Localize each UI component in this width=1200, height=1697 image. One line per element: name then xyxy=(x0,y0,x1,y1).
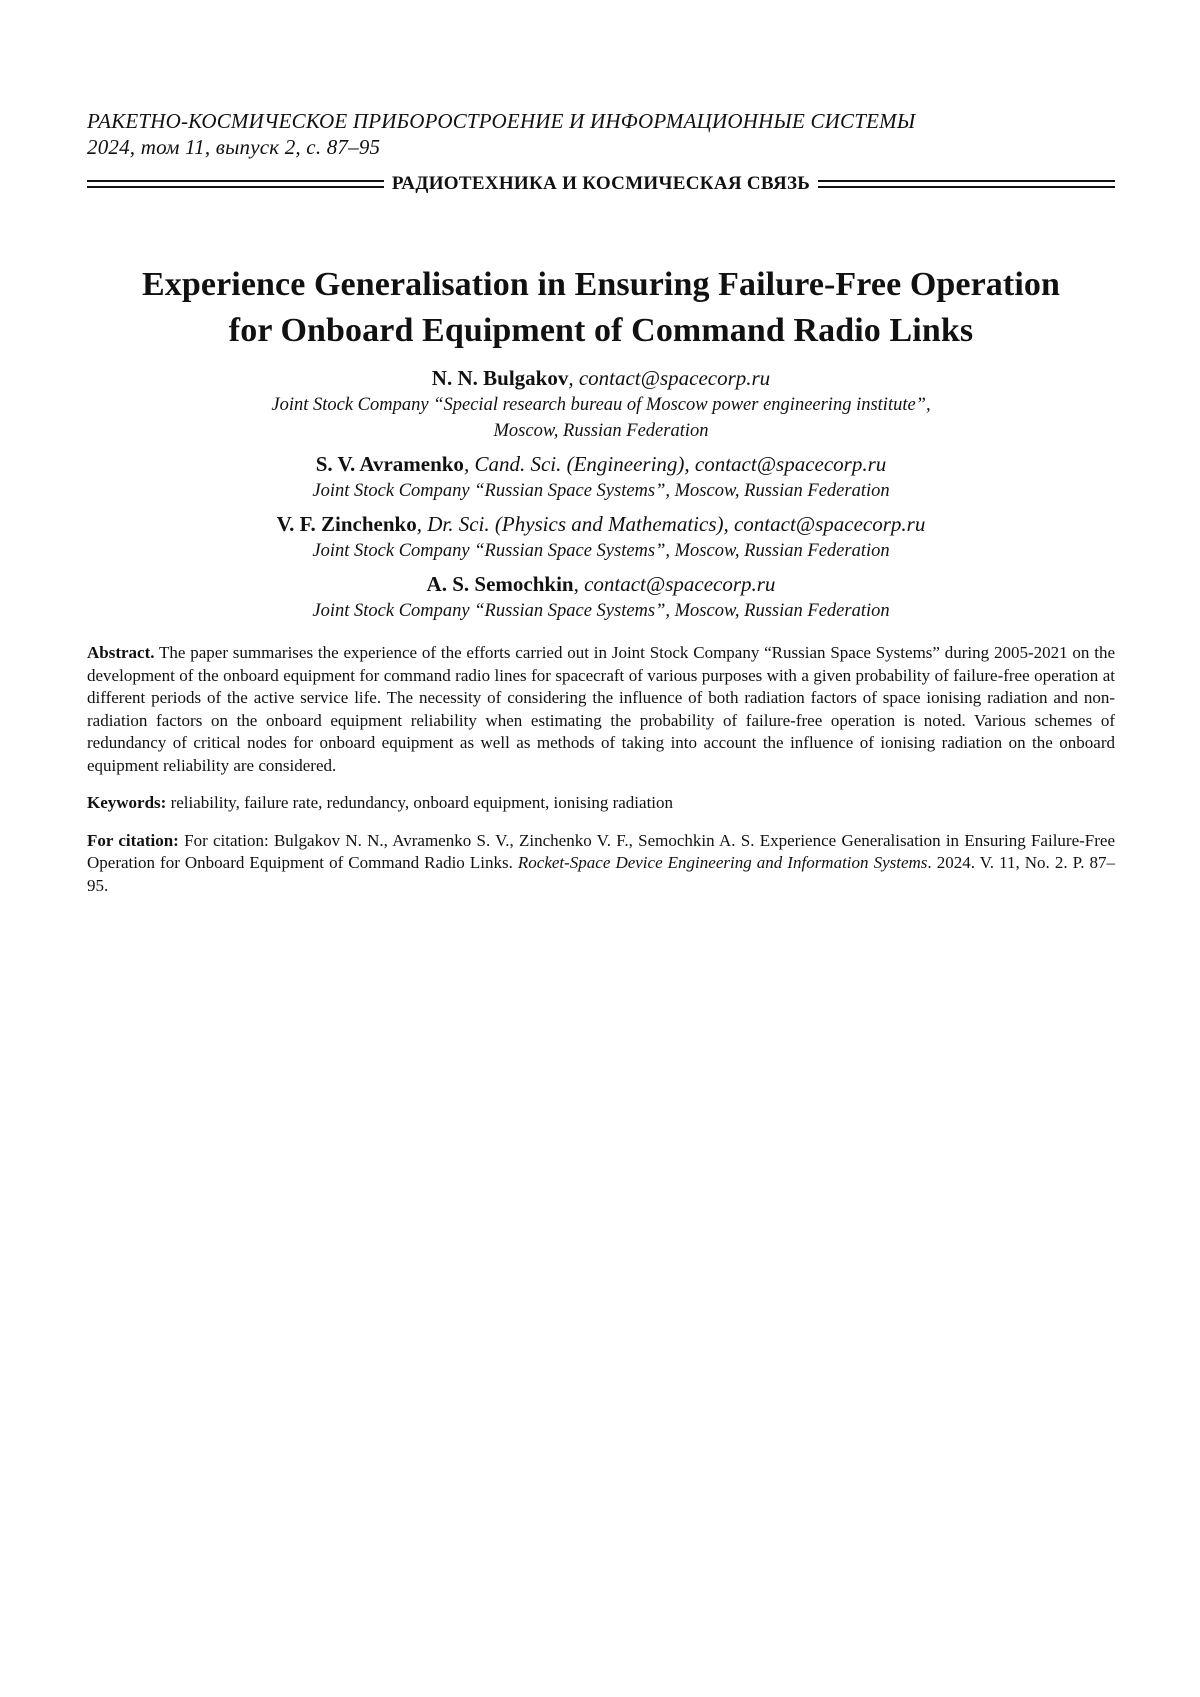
citation-label: For citation: xyxy=(87,830,179,850)
author-line xyxy=(87,364,1115,392)
journal-header xyxy=(87,108,1115,160)
author-block xyxy=(87,510,1115,564)
author-affiliation: Joint Stock Company “Russian Space Systems”, Moscow, Russian Federation xyxy=(312,481,890,501)
paper-title xyxy=(87,262,1115,354)
author-details: , contact@spacecorp.ru xyxy=(568,366,771,390)
author-name: N. N. Bulgakov xyxy=(431,366,569,390)
author-name: V. F. Zinchenko xyxy=(276,512,417,536)
journal-issue: 2024, том 11, выпуск 2, с. 87–95 xyxy=(87,135,381,159)
author-block xyxy=(87,570,1115,624)
author-block xyxy=(87,450,1115,504)
keywords-label: Keywords: xyxy=(87,793,167,812)
author-details: , contact@spacecorp.ru xyxy=(573,572,776,596)
author-line xyxy=(87,510,1115,538)
author-name: A. S. Semochkin xyxy=(426,572,574,596)
author-affiliation: Joint Stock Company “Special research bureau of Moscow power engineering institute”, xyxy=(271,395,931,415)
abstract-label: Abstract. xyxy=(87,643,155,662)
author-affiliation: Joint Stock Company “Russian Space Systems”, Moscow, Russian Federation xyxy=(312,601,890,621)
journal-title: РАКЕТНО-КОСМИЧЕСКОЕ ПРИБОРОСТРОЕНИЕ И ИНФОРМАЦИОННЫЕ СИСТЕМЫ xyxy=(87,109,916,133)
author-details: , Cand. Sci. (Engineering), contact@spacecorp.ru xyxy=(463,452,887,476)
citation-text: For citation: Bulgakov N. N., Avramenko S. V., Zinchenko V. F., Semochkin A. S. Experience Generalisation in Ensuring Failure-Free Operation for Onboard Equipment of Command Radio Links. xyxy=(87,830,1115,872)
author-line xyxy=(87,450,1115,478)
author-name: S. V. Avramenko xyxy=(315,452,464,476)
keywords-text: reliability, failure rate, redundancy, onboard equipment, ionising radiation xyxy=(170,793,674,812)
author-block xyxy=(87,364,1115,444)
author-line xyxy=(87,570,1115,598)
paper-title-line2: for Onboard Equipment of Command Radio Links xyxy=(228,312,974,349)
author-affiliation-cont: Moscow, Russian Federation xyxy=(493,421,709,441)
citation xyxy=(87,830,1115,898)
section-rule-left xyxy=(87,180,384,188)
section-rule-right xyxy=(818,180,1115,188)
abstract-text: The paper summarises the experience of the efforts carried out in Joint Stock Company “Russian Space Systems” during 2005-2021 on the development of the onboard equipment for command radio lines for spacecraft of various purposes with a given probability of failure-free operation at different periods of the active service life. The necessity of considering the influence of both radiation factors of space ionising radiation and non-radiation factors on the onboard equipment reliability when estimating the probability of failure-free operation is noted. Various schemes of redundancy of critical nodes for onboard equipment as well as methods of taking into account the influence of ionising radiation on the onboard equipment reliability are considered. xyxy=(87,643,1115,775)
section-bar xyxy=(87,172,1115,196)
citation-journal: Rocket-Space Device Engineering and Information Systems xyxy=(517,853,928,872)
page xyxy=(87,108,1115,897)
abstract xyxy=(87,642,1115,777)
author-affiliation: Joint Stock Company “Russian Space Systems”, Moscow, Russian Federation xyxy=(312,541,890,561)
keywords xyxy=(87,792,1115,815)
author-details: , Dr. Sci. (Physics and Mathematics), contact@spacecorp.ru xyxy=(416,512,926,536)
section-title: РАДИОТЕХНИКА И КОСМИЧЕСКАЯ СВЯЗЬ xyxy=(391,173,811,194)
citation-tail: . 2024. V. 11, No. 2. P. 87–95. xyxy=(87,853,1116,895)
paper-title-line1: Experience Generalisation in Ensuring Failure-Free Operation xyxy=(142,266,1060,303)
